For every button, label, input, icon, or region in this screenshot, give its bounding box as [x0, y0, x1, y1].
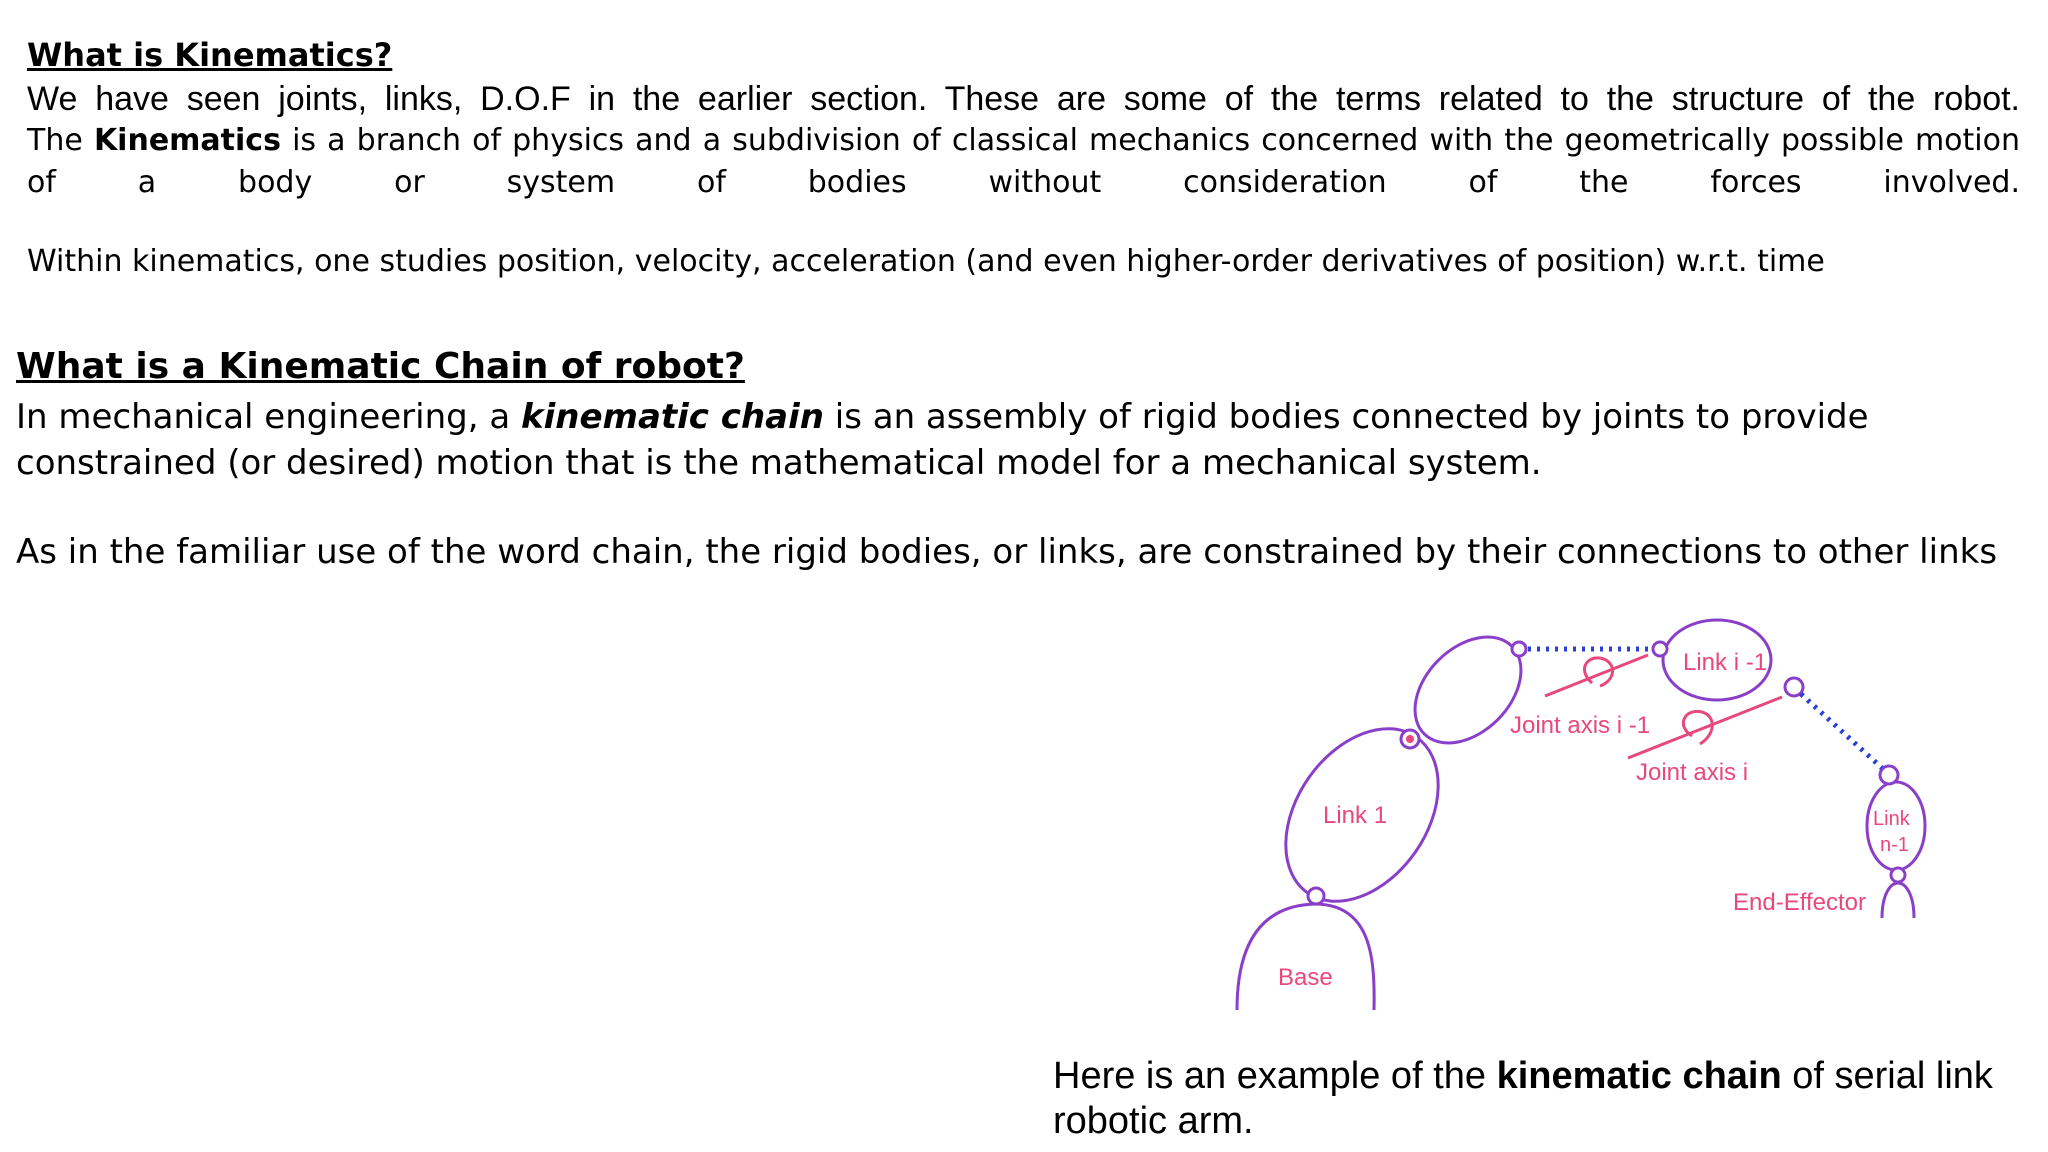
label-joint-axis-i: Joint axis i	[1636, 759, 1749, 786]
joint-base	[1308, 888, 1324, 904]
joint-6	[1891, 868, 1905, 882]
joint-2	[1512, 642, 1526, 656]
label-link-n-minus-1-line2: n-1	[1880, 834, 1909, 856]
joint-1-center-dot	[1406, 735, 1414, 743]
section-title-kinematic-chain: What is a Kinematic Chain of robot?	[16, 346, 745, 387]
kinematics-within-note: Within kinematics, one studies position, velocity, acceleration (and even higher-order derivatives of position) w.r.t. time	[27, 244, 1825, 279]
base-shape	[1237, 904, 1374, 1010]
diagram-caption: Here is an example of the kinematic chain of serial link robotic arm.	[1053, 1055, 1993, 1142]
label-link-i-minus-1: Link i -1	[1683, 649, 1768, 676]
joint-axis-i-minus-1-line	[1545, 655, 1648, 696]
kinematics-bold-term: Kinematics	[93, 123, 281, 158]
dotted-link-right	[1801, 694, 1882, 768]
kinematics-definition: The Kinematics is a branch of physics and a subdivision of classical mechanics concerned with the geometrically possible motion of a body or system of bodies without consideration of the forces involved.	[27, 123, 2020, 200]
kinematic-chain-definition: In mechanical engineering, a kinematic chain is an assembly of rigid bodies connected by joints to provide constrained (or desired) motion that is the mathematical model for a mechanical system.	[16, 397, 1869, 483]
joint-4	[1785, 678, 1803, 696]
end-effector-gripper	[1882, 883, 1914, 918]
kinematic-chain-bold-term: kinematic chain	[520, 397, 824, 437]
label-link-1: Link 1	[1323, 802, 1388, 829]
caption-bold-term: kinematic chain	[1496, 1055, 1782, 1097]
chain-analogy-note: As in the familiar use of the word chain, the rigid bodies, or links, are constrained by their connections to other links	[16, 532, 1998, 572]
section-title-kinematics: What is Kinematics?	[27, 36, 393, 74]
kinematics-intro-line: We have seen joints, links, D.O.F in the earlier section. These are some of the terms related to the structure of the robot.	[27, 80, 2020, 118]
label-link-n-minus-1-line1: Link	[1873, 808, 1910, 830]
label-base: Base	[1278, 964, 1333, 991]
kinematic-chain-diagram	[1220, 610, 1980, 1020]
label-end-effector: End-Effector	[1733, 889, 1866, 916]
label-joint-axis-i-minus-1: Joint axis i -1	[1510, 712, 1651, 739]
joint-axis-i-line	[1628, 697, 1782, 758]
joint-3	[1653, 642, 1667, 656]
joint-5	[1880, 766, 1898, 784]
